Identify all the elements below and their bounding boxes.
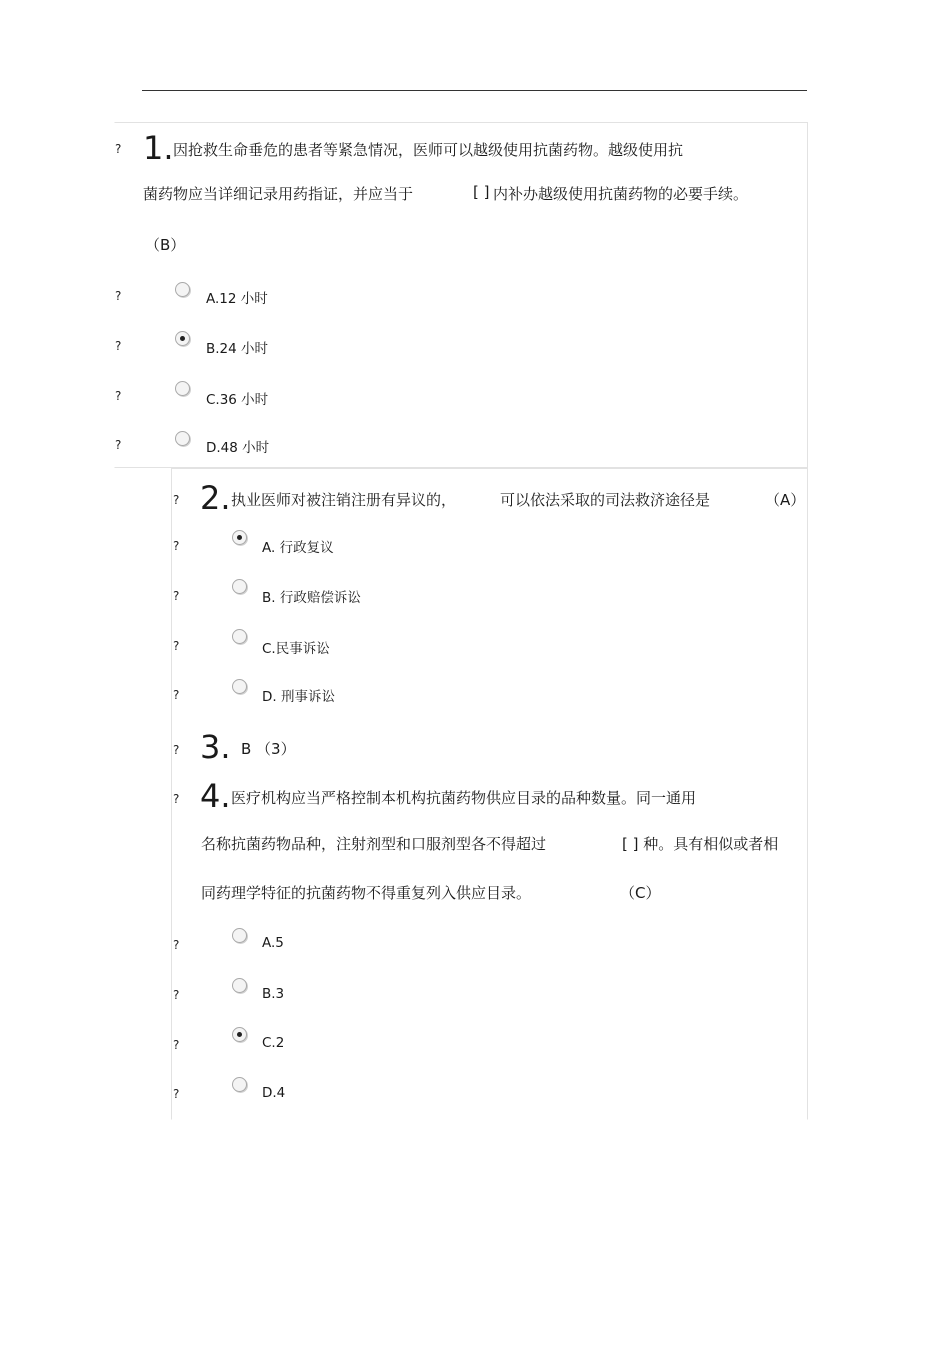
option-b-label[interactable]: B. 行政赔偿诉讼 bbox=[262, 590, 361, 606]
bullet: ? bbox=[115, 142, 122, 156]
bullet: ? bbox=[173, 743, 180, 757]
bullet: ? bbox=[173, 792, 180, 806]
bullet: ? bbox=[115, 438, 122, 452]
answer-label: （A） bbox=[765, 491, 806, 509]
answer-label: （C） bbox=[620, 884, 661, 902]
option-b-label[interactable]: B.24 小时 bbox=[206, 341, 269, 357]
bullet: ? bbox=[173, 938, 180, 952]
option-d-radio[interactable] bbox=[232, 1077, 247, 1092]
question-blank: [ ] bbox=[473, 183, 490, 201]
option-a-radio[interactable] bbox=[232, 530, 247, 545]
option-d-radio[interactable] bbox=[175, 431, 190, 446]
option-c-radio[interactable] bbox=[232, 1027, 247, 1042]
option-a-label[interactable]: A.5 bbox=[262, 935, 284, 951]
option-d-label[interactable]: D.4 bbox=[262, 1085, 286, 1101]
question-text: 同药理学特征的抗菌药物不得重复列入供应目录。 bbox=[201, 884, 532, 902]
bullet: ? bbox=[173, 589, 180, 603]
option-c-radio[interactable] bbox=[232, 629, 247, 644]
question-text: 名称抗菌药物品种，注射剂型和口服剂型各不得超过 bbox=[201, 835, 547, 853]
question-number: 4. bbox=[200, 777, 231, 815]
option-d-label[interactable]: D. 刑事诉讼 bbox=[262, 689, 335, 705]
question-number: 1. bbox=[143, 129, 174, 167]
top-divider bbox=[142, 90, 807, 91]
option-b-radio[interactable] bbox=[232, 978, 247, 993]
bullet: ? bbox=[173, 1087, 180, 1101]
bullet: ? bbox=[173, 988, 180, 1002]
option-c-label[interactable]: C.2 bbox=[262, 1035, 285, 1051]
option-a-label[interactable]: A. 行政复议 bbox=[262, 540, 334, 556]
question-text: 因抢救生命垂危的患者等紧急情况，医师可以越级使用抗菌药物。越级使用抗 bbox=[173, 141, 684, 159]
option-b-label[interactable]: B.3 bbox=[262, 986, 285, 1002]
question-text: B （3） bbox=[241, 740, 296, 758]
question-text: 可以依法采取的司法救济途径是 bbox=[500, 491, 711, 509]
option-a-label[interactable]: A.12 小时 bbox=[206, 291, 268, 307]
bullet: ? bbox=[173, 639, 180, 653]
bullet: ? bbox=[115, 289, 122, 303]
option-c-radio[interactable] bbox=[175, 381, 190, 396]
question-text: 菌药物应当详细记录用药指证，并应当于 bbox=[143, 185, 414, 203]
option-a-radio[interactable] bbox=[232, 928, 247, 943]
bullet: ? bbox=[173, 1038, 180, 1052]
option-d-radio[interactable] bbox=[232, 679, 247, 694]
option-d-label[interactable]: D.48 小时 bbox=[206, 440, 270, 456]
option-b-radio[interactable] bbox=[175, 331, 190, 346]
question-number: 3. bbox=[200, 728, 231, 766]
option-b-radio[interactable] bbox=[232, 579, 247, 594]
option-c-label[interactable]: C.36 小时 bbox=[206, 392, 269, 408]
option-a-radio[interactable] bbox=[175, 282, 190, 297]
question-text: 医疗机构应当严格控制本机构抗菌药物供应目录的品种数量。同一通用 bbox=[231, 789, 697, 807]
question-text: 执业医师对被注销注册有异议的， bbox=[231, 491, 457, 509]
bullet: ? bbox=[115, 339, 122, 353]
question-text: [ ] 种。具有相似或者相 bbox=[622, 835, 779, 853]
answer-label: （B） bbox=[145, 236, 186, 254]
question-text: 内补办越级使用抗菌药物的必要手续。 bbox=[493, 185, 749, 203]
bullet: ? bbox=[115, 389, 122, 403]
option-c-label[interactable]: C.民事诉讼 bbox=[262, 641, 330, 657]
bullet: ? bbox=[173, 539, 180, 553]
question-number: 2. bbox=[200, 479, 231, 517]
bullet: ? bbox=[173, 688, 180, 702]
bullet: ? bbox=[173, 493, 180, 507]
